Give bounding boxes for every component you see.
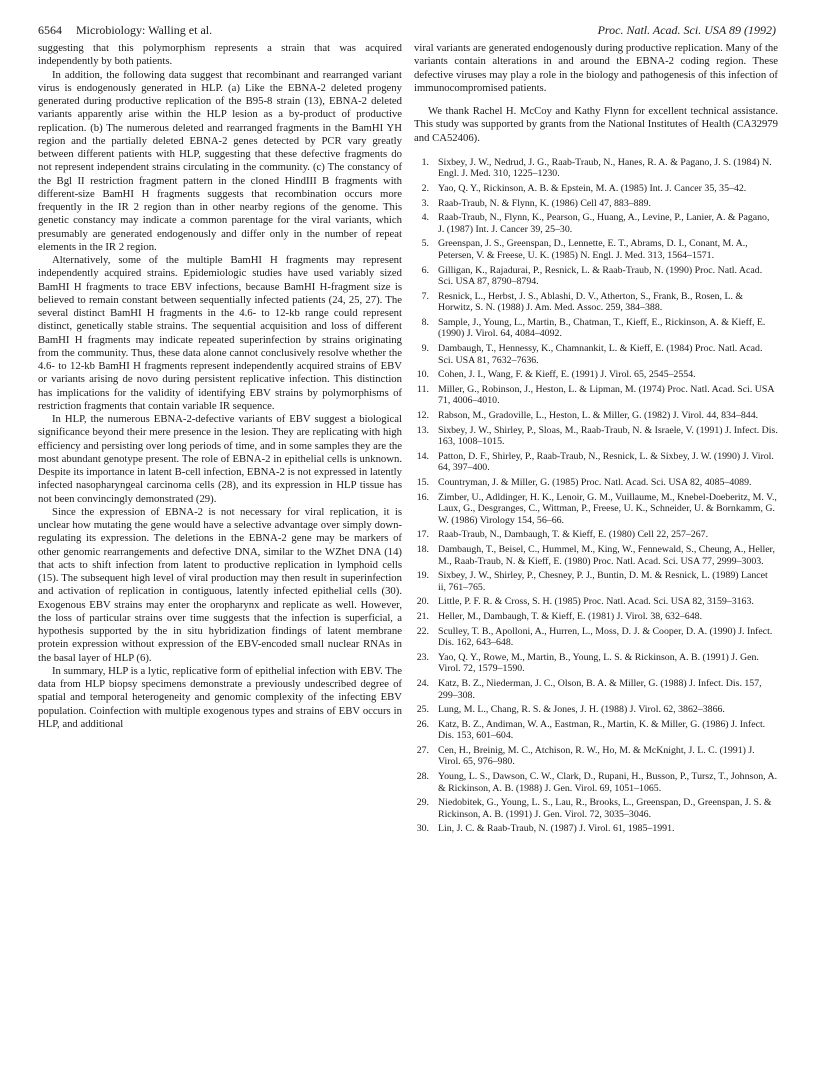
reference-item: [414, 745, 778, 768]
reference-item: [414, 596, 778, 608]
reference-text: Raab-Traub, N., Flynn, K., Pearson, G., Huang, A., Levine, P., Lanier, A. & Pagano, J. (1987) Int. J. Cancer 39, 25–30.: [438, 212, 770, 235]
reference-number: 30.: [416, 823, 429, 835]
reference-text: Miller, G., Robinson, J., Heston, L. & Lipman, M. (1974) Proc. Natl. Acad. Sci. USA 71, 4006–4010.: [438, 383, 774, 407]
reference-item: [414, 198, 778, 210]
reference-number: 13.: [416, 424, 429, 436]
reference-number: 6.: [421, 264, 429, 276]
reference-item: [414, 570, 778, 593]
reference-number: 23.: [416, 651, 429, 663]
header-left: [38, 21, 212, 39]
reference-item: [414, 212, 778, 235]
reference-number: 16.: [416, 491, 429, 503]
reference-item: [414, 719, 778, 742]
reference-item: [414, 652, 778, 675]
reference-item: [414, 157, 778, 180]
reference-text: Raab-Traub, N. & Flynn, K. (1986) Cell 47, 883–889.: [438, 197, 651, 209]
reference-text: Greenspan, J. S., Greenspan, D., Lennette, E. T., Abrams, D. I., Conant, M. A., Petersen, V. & Freese, U. K. (1985) N. Engl. J. Med. 313, 1564–1571.: [438, 238, 748, 261]
reference-number: 26.: [416, 718, 429, 730]
reference-number: 22.: [416, 625, 429, 637]
reference-item: [414, 477, 778, 489]
reference-number: 29.: [416, 797, 429, 809]
reference-number: 25.: [416, 704, 429, 716]
reference-text: Yao, Q. Y., Rowe, M., Martin, B., Young, L. S. & Rickinson, A. B. (1991) J. Gen. Virol. 72, 1579–1590.: [438, 651, 759, 675]
acknowledgment: We thank Rachel H. McCoy and Kathy Flynn for excellent technical assistance. This study was supported by grants from the National Institutes of Health (CA32979 and CA52406).: [414, 105, 778, 144]
reference-number: 1.: [421, 156, 429, 168]
reference-item: [414, 678, 778, 701]
reference-text: Lin, J. C. & Raab-Traub, N. (1987) J. Virol. 61, 1985–1991.: [438, 823, 675, 835]
reference-text: Rabson, M., Gradoville, L., Heston, L. & Miller, G. (1982) J. Virol. 44, 834–844.: [438, 410, 759, 422]
reference-number: 18.: [416, 543, 429, 555]
reference-number: 3.: [421, 197, 429, 209]
reference-list: [414, 157, 778, 835]
reference-text: Raab-Traub, N., Dambaugh, T. & Kieff, E. (1980) Cell 22, 257–267.: [438, 529, 709, 541]
reference-text: Cen, H., Breinig, M. C., Atchison, R. W., Ho, M. & McKnight, J. L. C. (1991) J. Virol. 65, 976–980.: [438, 744, 755, 768]
running-header: [38, 21, 776, 39]
reference-item: [414, 626, 778, 649]
reference-item: [414, 183, 778, 195]
reference-text: Resnick, L., Herbst, J. S., Ablashi, D. V., Atherton, S., Frank, B., Rosen, L. & Horwitz, S. N. (1988) J. Am. Med. Assoc. 259, 384–388.: [438, 290, 744, 314]
reference-number: 2.: [421, 182, 429, 194]
body-paragraph: Since the expression of EBNA-2 is not necessary for viral replication, it is unclear how mutating the gene would have a selective advantage over simply down-regulating its expression. The deletions in the EBNA-2 gene may be markers of other genomic rearrangements and defective DNA, similar to the WZhet DNA (14) that acts to shift infection from latent to productive replication in lymphoid cells (15). The subsequent high level of viral production may then result in superinfection and activation of replication in contiguous, latently infected epithelial cells (30). Exogenous EBV strains may enter the oropharynx and replicate as well. However, the loss of particular strains over time suggests that the infection is superficial, a hypothesis supported by the in situ hybridization findings of latent membrane protein expression without expression of the EBV-encoded small nuclear RNAs in the basal layer of HLP (6).: [38, 505, 402, 664]
reference-text: Gilligan, K., Rajadurai, P., Resnick, L. & Raab-Traub, N. (1990) Proc. Natl. Acad. Sci. USA 87, 8790–8794.: [438, 264, 763, 288]
reference-text: Sixbey, J. W., Shirley, P., Sloas, M., Raab-Traub, N. & Israele, V. (1991) J. Infect. Dis. 163, 1008–1015.: [438, 424, 778, 448]
reference-item: [414, 238, 778, 261]
reference-text: Niedobitek, G., Young, L. S., Lau, R., Brooks, L., Greenspan, D., Greenspan, J. S. & Rickinson, A. B. (1991) J. Gen. Virol. 72, 3035–3046.: [438, 797, 772, 820]
body-paragraph: In addition, the following data suggest that recombinant and rearranged variant virus is endogenously generated in HLP. (a) Like the EBNA-2 deleted progeny generated during productive replication of the B95-8 strain (13), EBNA-2 deleted variants apparently arise within the HLP lesion as a by-product of productive replication. (b) The numerous deleted and rearranged fragments in the BamHI YH region and the partially deleted EBNA-2 genes detected by PCR vary greatly between different patients with HLP, suggesting that these defective fragments do not represent independent strains circulating in the community. (c) The constancy of the Bgl II restriction fragment pattern in the cloned HindIII B fragments with different-size BamHI H fragments suggests that recombination occurs more frequently in the IR 2 region than in other nearby regions of the genome. This genetic constancy may indicate a common parentage for the viral variants, which presumably are generated endogenously and differ only in the number of repeat elements in the IR 2 region.: [38, 68, 402, 253]
reference-text: Cohen, J. I., Wang, F. & Kieff, E. (1991) J. Virol. 65, 2545–2554.: [438, 369, 696, 381]
body-paragraph: suggesting that this polymorphism represents a strain that was acquired independently by both patients.: [38, 42, 402, 68]
reference-item: [414, 317, 778, 340]
reference-item: [414, 544, 778, 567]
reference-text: Dambaugh, T., Beisel, C., Hummel, M., King, W., Fennewald, S., Cheung, A., Heller, M., Raab-Traub, N. & Kieff, E. (1980) Proc. Natl. Acad. Sci. USA 77, 2999–3003.: [438, 543, 775, 567]
body-paragraph: Alternatively, some of the multiple BamHI H fragments may represent independently acquired strains. Epidemiologic studies have used variably sized BamHI H fragments to trace EBV infections, because BamHI H-fragment size is believed to remain constant between sequentially infected patients (24, 25, 27). The several distinct BamHI H fragments in the 4.6- to 12-kb range could represent distinct, genetically stable strains. The sequential acquisition and loss of different BamHI H fragments may indicate repeated superinfection by strains originating from the community. Thus, these data alone cannot conclusively resolve whether the 4.6- to 12-kb BamHI H fragments represent independently acquired strains of EBV or variants arising de novo during persistent replicative infection. This distinction has implications for the validity of identifying EBV strains by polymorphisms of restriction fragments that contain variable IR sequence.: [38, 254, 402, 412]
reference-text: Countryman, J. & Miller, G. (1985) Proc. Natl. Acad. Sci. USA 82, 4085–4089.: [438, 477, 752, 488]
reference-item: [414, 291, 778, 314]
reference-item: [414, 410, 778, 422]
reference-number: 15.: [416, 477, 429, 488]
reference-number: 5.: [421, 238, 429, 250]
reference-item: [414, 384, 778, 407]
reference-text: Lung, M. L., Chang, R. S. & Jones, J. H. (1988) J. Virol. 62, 3862–3866.: [438, 704, 725, 716]
body-paragraph: viral variants are generated endogenously during productive replication. Many of the variants contain alterations in and around the EBNA-2 coding region. These defective viruses may play a role in the biology and pathogenesis of this infection of immunocompromised patients.: [414, 42, 778, 94]
reference-number: 21.: [416, 610, 429, 622]
reference-text: Dambaugh, T., Hennessy, K., Chamnankit, L. & Kieff, E. (1984) Proc. Natl. Acad. Sci. USA 81, 7632–7636.: [438, 343, 763, 366]
reference-text: Heller, M., Dambaugh, T. & Kieff, E. (1981) J. Virol. 38, 632–648.: [438, 610, 703, 622]
reference-item: [414, 425, 778, 448]
reference-text: Sculley, T. B., Apolloni, A., Hurren, L., Moss, D. J. & Cooper, D. A. (1990) J. Infect. Dis. 162, 643–648.: [438, 625, 773, 649]
journal-citation: Proc. Natl. Acad. Sci. USA 89 (1992): [597, 23, 776, 37]
reference-item: [414, 265, 778, 288]
body-paragraph: In HLP, the numerous EBNA-2-defective variants of EBV suggest a biological significance beyond their mere presence in the lesion. They are replicating with high efficiency and persisting over long periods of time, and in some samples they are the most abundant genotype present. The role of EBNA-2 in epithelial cells is unknown. Despite its importance in latent B-cell infection, EBNA-2 is not expressed in latently infected nasopharyngeal carcinoma cells (28), and its expression in HLP tissue has not been convincingly demonstrated (29).: [38, 413, 402, 505]
reference-item: [414, 704, 778, 716]
reference-text: Katz, B. Z., Andiman, W. A., Eastman, R., Martin, K. & Miller, G. (1986) J. Infect. Dis. 153, 601–604.: [438, 718, 766, 742]
reference-number: 17.: [416, 529, 429, 541]
reference-number: 9.: [421, 343, 429, 355]
reference-item: [414, 611, 778, 623]
reference-number: 4.: [421, 212, 429, 224]
reference-item: [414, 771, 778, 794]
reference-text: Sample, J., Young, L., Martin, B., Chatman, T., Kieff, E., Rickinson, A. & Kieff, E. (1990) J. Virol. 64, 4084–4092.: [438, 316, 766, 340]
reference-number: 27.: [416, 744, 429, 756]
reference-text: Little, P. F. R. & Cross, S. H. (1985) Proc. Natl. Acad. Sci. USA 82, 3159–3163.: [438, 596, 754, 608]
left-column: [38, 42, 402, 731]
reference-text: Patton, D. F., Shirley, P., Raab-Traub, N., Resnick, L. & Sixbey, J. W. (1990) J. Virol. 64, 397–400.: [438, 450, 774, 474]
reference-number: 19.: [416, 570, 429, 582]
reference-text: Yao, Q. Y., Rickinson, A. B. & Epstein, M. A. (1985) Int. J. Cancer 35, 35–42.: [438, 182, 747, 194]
reference-number: 14.: [416, 450, 429, 462]
body-paragraph: In summary, HLP is a lytic, replicative form of epithelial infection with EBV. The data from HLP biopsy specimens demonstrate a previously undescribed degree of spatial and temporal heterogeneity and genomic complexity of the infecting EBV population. Coinfection with multiple exogenous types and strains of EBV occurs in HLP, and additional: [38, 664, 402, 730]
reference-text: Sixbey, J. W., Nedrud, J. G., Raab-Traub, N., Hanes, R. A. & Pagano, J. S. (1984) N. Engl. J. Med. 310, 1225–1230.: [438, 156, 772, 180]
reference-number: 8.: [421, 316, 429, 328]
page-number: 6564: [38, 23, 62, 37]
reference-text: Katz, B. Z., Niederman, J. C., Olson, B. A. & Miller, G. (1988) J. Infect. Dis. 157, 299–308.: [438, 677, 762, 701]
reference-item: [414, 343, 778, 366]
right-column: [414, 42, 778, 838]
reference-item: [414, 823, 778, 835]
reference-item: [414, 529, 778, 541]
reference-number: 20.: [416, 596, 429, 608]
reference-text: Sixbey, J. W., Shirley, P., Chesney, P. J., Buntin, D. M. & Resnick, L. (1989) Lancet ii, 761–765.: [438, 570, 768, 593]
reference-text: Zimber, U., Adldinger, H. K., Lenoir, G. M., Vuillaume, M., Knebel-Doeberitz, M. V., Laux, G., Desgranges, C., Wittman, P., Freese, U. K., Schneider, U. & Bornkamm, G. W. (1986) Virology 154, 56–66.: [438, 491, 777, 526]
reference-number: 7.: [421, 290, 429, 302]
reference-number: 28.: [416, 771, 429, 783]
reference-number: 10.: [416, 369, 429, 381]
reference-text: Young, L. S., Dawson, C. W., Clark, D., Rupani, H., Busson, P., Tursz, T., Johnson, A. & Rickinson, A. B. (1988) J. Gen. Virol. 69, 1051–1065.: [438, 771, 778, 794]
reference-item: [414, 369, 778, 381]
reference-item: [414, 492, 778, 527]
reference-item: [414, 451, 778, 474]
section-title: Microbiology: Walling et al.: [76, 23, 213, 37]
reference-number: 24.: [416, 677, 429, 689]
reference-number: 12.: [416, 410, 429, 422]
reference-item: [414, 797, 778, 820]
reference-number: 11.: [417, 383, 429, 395]
